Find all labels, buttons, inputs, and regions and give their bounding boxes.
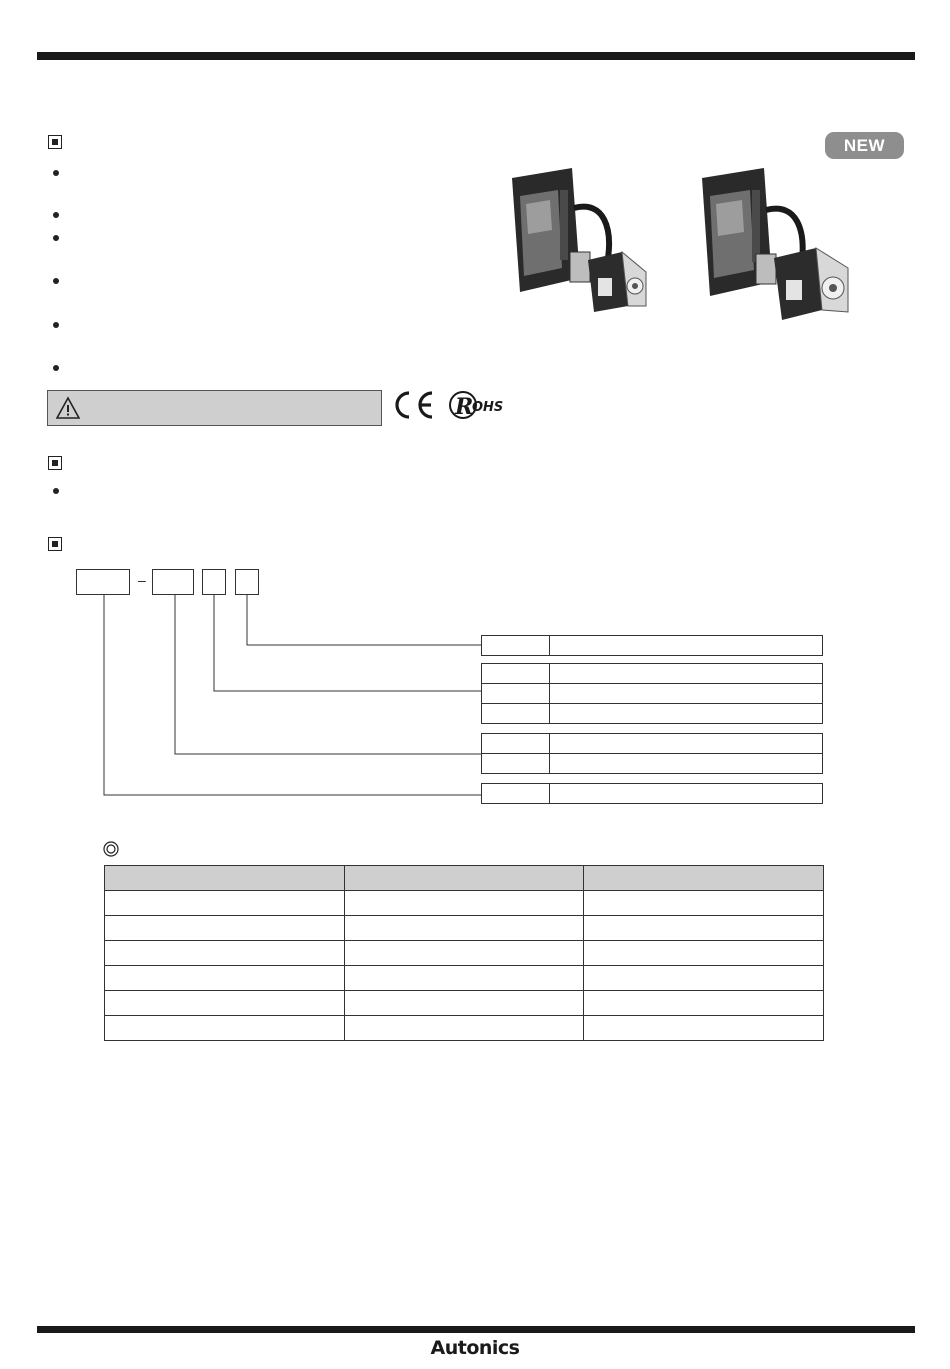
option-row <box>481 703 823 724</box>
table-cell <box>584 891 824 916</box>
table-cell <box>344 1016 584 1041</box>
table-cell <box>344 941 584 966</box>
model-code-dash: – <box>138 572 146 588</box>
option-desc <box>550 664 822 683</box>
table-cell <box>584 966 824 991</box>
double-circle-icon <box>103 841 119 857</box>
table-row <box>105 891 824 916</box>
table-header-cell <box>584 866 824 891</box>
table-cell <box>344 991 584 1016</box>
table-cell <box>344 916 584 941</box>
option-desc <box>550 684 822 703</box>
option-desc <box>550 754 822 773</box>
option-desc <box>550 636 822 655</box>
table-cell <box>105 941 345 966</box>
option-row <box>481 663 823 684</box>
brand-logo: Autonics <box>430 1337 520 1359</box>
option-code <box>482 636 550 655</box>
combination-table <box>104 865 824 1041</box>
table-row <box>105 1016 824 1041</box>
table-cell <box>105 991 345 1016</box>
table-cell <box>105 966 345 991</box>
option-row <box>481 683 823 704</box>
table-row <box>105 991 824 1016</box>
option-desc <box>550 784 822 803</box>
table-row <box>105 941 824 966</box>
table-cell <box>344 966 584 991</box>
table-header-row <box>105 866 824 891</box>
option-row <box>481 753 823 774</box>
table-cell <box>105 1016 345 1041</box>
option-code <box>482 664 550 683</box>
table-cell <box>584 916 824 941</box>
table-header-cell <box>105 866 345 891</box>
table-row <box>105 966 824 991</box>
option-code <box>482 704 550 723</box>
table-row <box>105 916 824 941</box>
option-code <box>482 684 550 703</box>
table-header-cell <box>344 866 584 891</box>
option-code <box>482 784 550 803</box>
table-cell <box>584 941 824 966</box>
table-cell <box>105 916 345 941</box>
option-desc <box>550 704 822 723</box>
option-code <box>482 754 550 773</box>
table-cell <box>344 891 584 916</box>
option-code <box>482 734 550 753</box>
option-row <box>481 733 823 754</box>
svg-text:OHS: OHS <box>472 400 504 415</box>
new-badge: NEW <box>825 132 904 159</box>
table-cell <box>105 891 345 916</box>
footer-rule <box>37 1326 915 1333</box>
option-row <box>481 783 823 804</box>
table-cell <box>584 1016 824 1041</box>
option-desc <box>550 734 822 753</box>
option-row <box>481 635 823 656</box>
table-cell <box>584 991 824 1016</box>
svg-text:R: R <box>455 394 474 420</box>
